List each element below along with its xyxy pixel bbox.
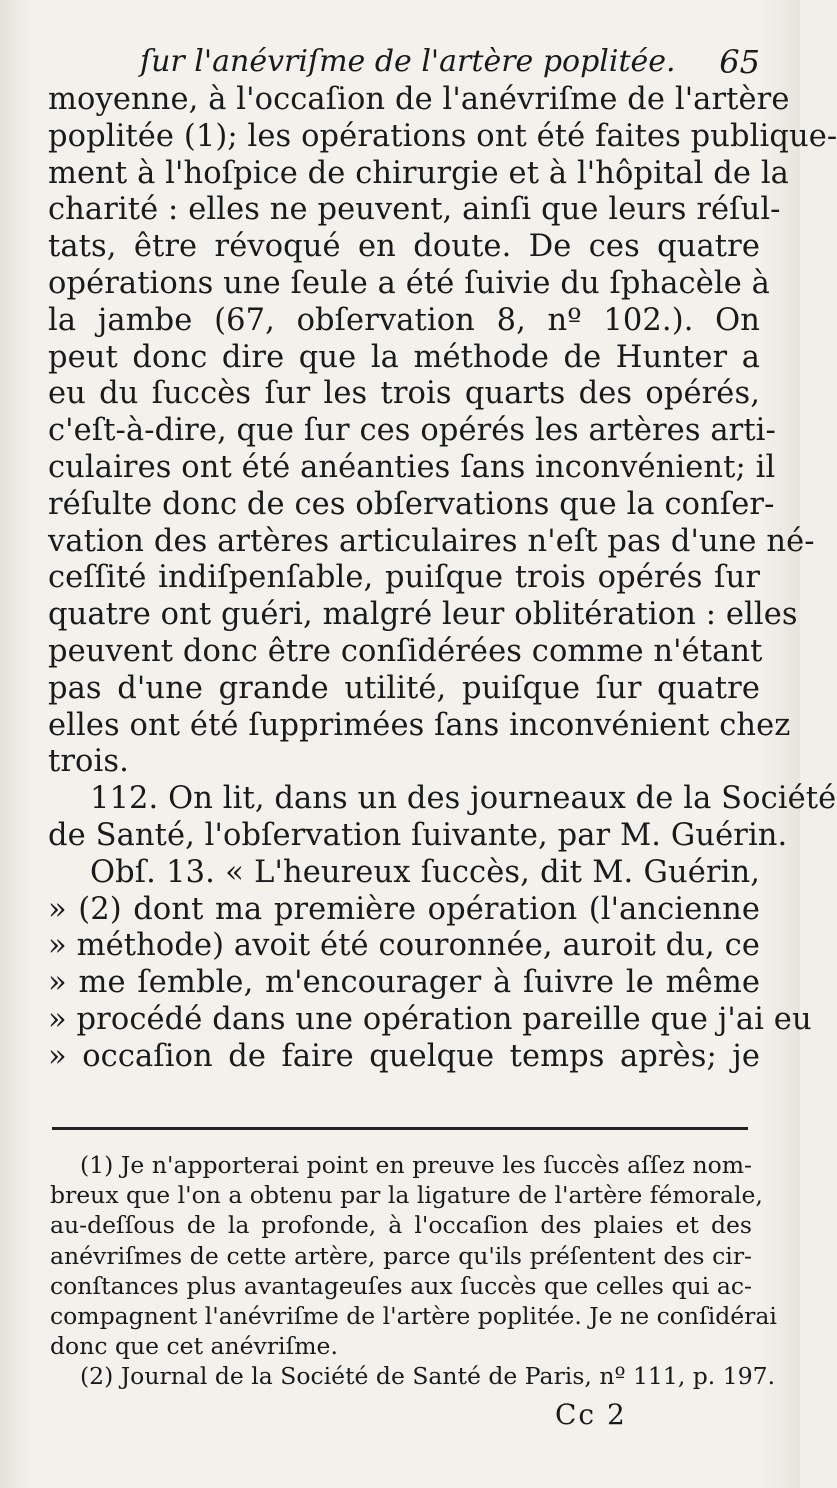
- text-line: culaires ont été anéanties ſans inconvénient; il: [48, 449, 776, 485]
- text-line: » (2) dont ma première opération (l'ancienne: [48, 891, 760, 927]
- text-line: moyenne, à l'occaſion de l'anévriſme de l'artère: [48, 82, 790, 117]
- signature-mark: Cc 2: [555, 1398, 627, 1431]
- text-line: tats, être révoqué en doute. De ces quatre: [48, 229, 760, 265]
- text-line: charité : elles ne peuvent, ainſi que leurs réſul-: [48, 192, 781, 228]
- text-line: pas d'une grande utilité, puiſque ſur quatre: [48, 670, 760, 706]
- text-line: elles ont été ſupprimées ſans inconvénient chez: [48, 707, 791, 743]
- text-line: Obſ. 13. « L'heureux ſuccès, dit M. Guérin,: [90, 854, 760, 890]
- footnote-line: au-deſſous de la profonde, à l'occaſion des plaies et des: [50, 1211, 752, 1240]
- text-line: de Santé, l'obſervation ſuivante, par M. Guérin.: [48, 817, 788, 853]
- text-line: réſulte donc de ces obſervations que la conſer-: [48, 486, 775, 522]
- text-line: quatre ont guéri, malgré leur oblitération : elles: [48, 597, 798, 633]
- text-line: 112. On lit, dans un des journeaux de la Société: [90, 781, 837, 817]
- text-line: la jambe (67, obſervation 8, nº 102.). On: [48, 302, 760, 338]
- text-line: » procédé dans une opération pareille que j'ai eu: [48, 1001, 812, 1037]
- footnote-line: conſtances plus avantageuſes aux ſuccès que celles qui ac-: [50, 1271, 752, 1300]
- running-head-title: ſur l'anévriſme de l'artère poplitée.: [140, 44, 676, 79]
- text-line: eu du ſuccès ſur les trois quarts des opérés,: [48, 376, 760, 412]
- text-line: peuvent donc être conſidérées comme n'étant: [48, 633, 763, 669]
- footnote-line: compagnent l'anévriſme de l'artère poplitée. Je ne conſidérai: [50, 1301, 777, 1330]
- text-line: trois.: [48, 744, 129, 780]
- body-text: [48, 82, 837, 1076]
- footnote-line: anévriſmes de cette artère, parce qu'ils préſentent des cir-: [50, 1241, 752, 1270]
- text-line: ment à l'hoſpice de chirurgie et à l'hôpital de la: [48, 155, 789, 191]
- page-number: 65: [719, 43, 760, 81]
- footnote-rule: [52, 1127, 748, 1130]
- footnotes: [50, 1150, 777, 1392]
- text-line: » occaſion de faire quelque temps après; je: [48, 1038, 760, 1074]
- footnote-line: (1) Je n'apporterai point en preuve les ſuccès aſſez nom-: [80, 1151, 752, 1179]
- running-head: [140, 38, 760, 86]
- footnote-line: breux que l'on a obtenu par la ligature de l'artère fémorale,: [50, 1181, 763, 1210]
- text-line: opérations une ſeule a été ſuivie du ſphacèle à: [48, 265, 770, 301]
- text-line: c'eſt-à-dire, que ſur ces opérés les artères arti-: [48, 413, 776, 449]
- text-line: peut donc dire que la méthode de Hunter a: [48, 339, 760, 375]
- text-line: vation des artères articulaires n'eſt pas d'une né-: [48, 523, 815, 559]
- text-line: » méthode) avoit été couronnée, auroit du, ce: [48, 928, 760, 964]
- footnote-line: donc que cet anévriſme.: [50, 1332, 338, 1361]
- text-line: poplitée (1); les opérations ont été faites publique-: [48, 118, 837, 154]
- text-line: » me ſemble, m'encourager à ſuivre le même: [48, 965, 760, 1001]
- footnote-line: (2) Journal de la Société de Santé de Paris, nº 111, p. 197.: [80, 1362, 776, 1391]
- text-line: ceſſité indiſpenſable, puiſque trois opérés ſur: [48, 560, 760, 596]
